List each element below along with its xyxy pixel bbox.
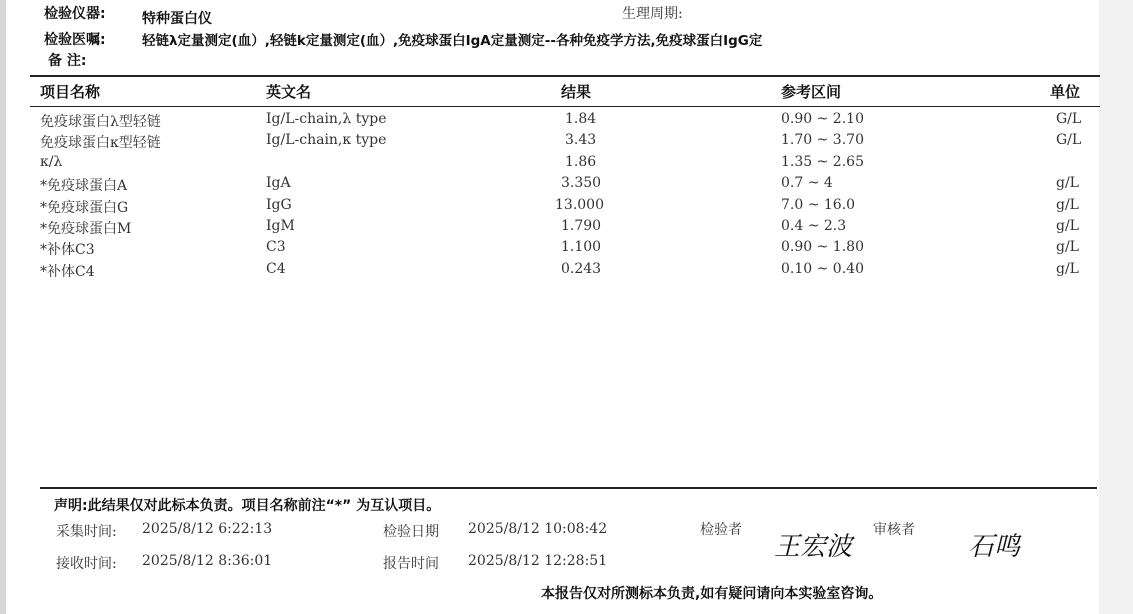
row-unit: g/L (1056, 239, 1079, 255)
row-item-name: *免疫球蛋白A (40, 178, 128, 194)
col-range-header: 参考区间 (781, 83, 842, 101)
col-result-header: 结果 (561, 83, 592, 101)
row-unit: g/L (1056, 197, 1079, 213)
row-unit: G/L (1056, 132, 1082, 148)
col-unit-header: 单位 (1050, 83, 1081, 101)
row-result: 3.43 (565, 132, 597, 148)
remarks-label: 备 注: (48, 53, 87, 69)
row-reference-range: 0.4 ~ 2.3 (781, 218, 847, 234)
row-result: 1.84 (565, 111, 597, 127)
statement-text: 声明:此结果仅对此标本负责。项目名称前注“*” 为互认项目。 (54, 498, 441, 514)
disclaimer-text: 本报告仅对所测标本负责,如有疑问请向本实验室咨询。 (541, 586, 883, 602)
row-english-name: C3 (266, 239, 286, 255)
row-item-name: κ/λ (40, 154, 63, 170)
row-reference-range: 1.35 ~ 2.65 (781, 154, 864, 170)
row-unit: g/L (1056, 261, 1079, 277)
receive-time-value: 2025/8/12 8:36:01 (142, 553, 273, 569)
row-result: 1.790 (561, 218, 602, 234)
row-english-name: C4 (266, 261, 286, 277)
reviewer-label: 审核者 (873, 522, 915, 538)
row-result: 0.243 (561, 261, 602, 277)
row-result: 13.000 (555, 197, 604, 213)
footer-divider (40, 487, 1097, 489)
row-result: 1.86 (565, 154, 597, 170)
row-reference-range: 7.0 ~ 16.0 (781, 197, 856, 213)
row-reference-range: 1.70 ~ 3.70 (781, 132, 864, 148)
orders-label: 检验医嘱: (44, 32, 106, 48)
instrument-value: 特种蛋白仪 (142, 11, 212, 27)
row-english-name: Ig/L-chain,λ type (266, 111, 387, 127)
collect-time-label: 采集时间: (56, 524, 117, 540)
row-item-name: 免疫球蛋白κ型轻链 (40, 135, 161, 151)
cycle-label: 生理周期: (622, 6, 683, 22)
row-unit: g/L (1056, 175, 1079, 191)
header-divider (30, 75, 1100, 77)
window-left-edge (0, 0, 6, 614)
reviewer-signature: 石鸣 (968, 532, 1021, 562)
row-item-name: *免疫球蛋白M (40, 221, 132, 237)
instrument-label: 检验仪器: (44, 6, 106, 22)
test-date-label: 检验日期 (383, 524, 439, 540)
row-result: 3.350 (561, 175, 602, 191)
window-right-edge (1099, 0, 1133, 614)
test-date-value: 2025/8/12 10:08:42 (468, 521, 608, 537)
tester-signature: 王宏波 (774, 532, 853, 562)
row-english-name: IgG (266, 197, 292, 213)
col-english-header: 英文名 (266, 83, 312, 101)
table-header-divider (30, 106, 1100, 107)
row-english-name: IgA (266, 175, 291, 191)
receive-time-label: 接收时间: (56, 556, 117, 572)
tester-label: 检验者 (700, 522, 742, 538)
row-reference-range: 0.90 ~ 2.10 (781, 111, 864, 127)
collect-time-value: 2025/8/12 6:22:13 (142, 521, 273, 537)
report-time-value: 2025/8/12 12:28:51 (468, 553, 608, 569)
row-reference-range: 0.7 ~ 4 (781, 175, 833, 191)
row-item-name: *免疫球蛋白G (40, 200, 129, 216)
row-unit: G/L (1056, 111, 1082, 127)
row-item-name: *补体C4 (40, 264, 95, 280)
row-english-name: Ig/L-chain,κ type (266, 132, 387, 148)
row-english-name: IgM (266, 218, 295, 234)
orders-value: 轻链λ定量测定(血）,轻链k定量测定(血）,免疫球蛋白IgA定量测定--各种免疫学方法,免疫球蛋白IgG定 (142, 33, 763, 49)
row-item-name: *补体C3 (40, 242, 95, 258)
row-unit: g/L (1056, 218, 1079, 234)
row-reference-range: 0.10 ~ 0.40 (781, 261, 864, 277)
col-name-header: 项目名称 (40, 83, 101, 101)
row-result: 1.100 (561, 239, 602, 255)
row-reference-range: 0.90 ~ 1.80 (781, 239, 864, 255)
report-time-label: 报告时间 (383, 556, 439, 572)
row-item-name: 免疫球蛋白λ型轻链 (40, 114, 161, 130)
